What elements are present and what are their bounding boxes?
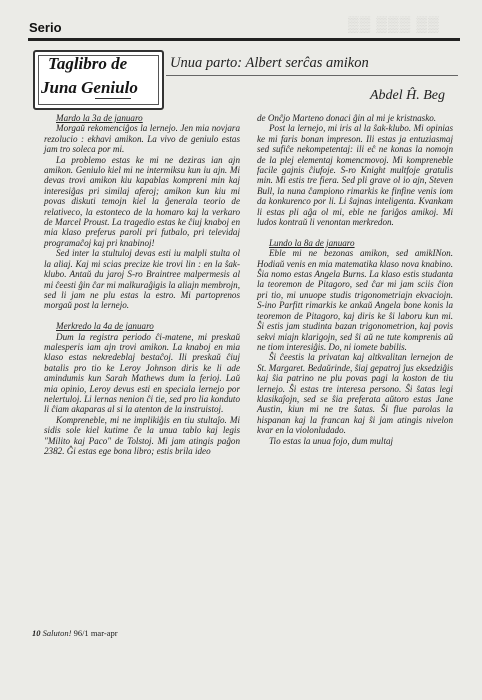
diary-paragraph: Post la lernejo, mi iris al la ŝak-klubo. Mi opinias ke mi faris bonan impreson. Ili estas ja entuziasmaj sed sufiĉe nekompetentaj: ili eĉ ne konas la nomojn de la plej elementaj komencmovoj. Mi kompreneble facile gajnis ĉiufoje. S-ro Knight multfoje gratulis min. Mi estis tre fiera. Sed pli grave ol io ajn, Steven Bull, la nuna ĉampiono rimarkis ke finfine venis iom da konkurenco por li. Li ŝajnas inteligenta. Kvankam li estas pli aĝa ol mi, eble ne fariĝos amikoj. Mi ludos kontraŭ li venontan merkredon. <box>257 123 453 228</box>
diary-paragraph: Sed inter la stultuloj devas esti iu malpli stulta ol la aliaj. Kaj mi scias precize kie trovi lin : en la ŝak-klubo. Antaŭ du jaroj S-ro Braintree malpermesis al mi ĉeesti ĝin ĉar mi malkuraĝigis la aliajn membrojn, sed li jam ne plu estas la estro. Mi partoprenos morgaŭ post la lernejo. <box>44 248 240 311</box>
left-text-column <box>44 113 240 456</box>
paragraph-gap <box>44 311 240 321</box>
section-label: Serio <box>29 20 62 35</box>
masthead-line-2: Juna Geniulo <box>41 78 138 97</box>
diary-paragraph: Eble mi ne bezonas amikon, sed amikINon. Hodiaŭ venis en mia matematika klaso nova knabino. Ŝia nomo estas Angela Burns. La klaso estis studanta la teoremon de Pitagoro, sed ĉar mi jam sciis ĉion pri tio, mi unuope studis trigonometriajn ekvaciojn. S-ino Parfitt rimarkis ke ankaŭ Angela bone konis la teoremon de Pitagoro, kaj diris ke ŝi laboru kun mi. Ŝi estis jam studinta bazan trigonometrion, kaj povis sekvi miajn klarigojn, sed ŝi aŭ ne tute komprenis aŭ ne tiom interesiĝis. Do, ni iomete babilis. <box>257 248 453 352</box>
page-number: 10 <box>32 628 41 638</box>
issue-months: mar-apr <box>90 628 118 638</box>
column-masthead <box>33 50 164 110</box>
diary-paragraph: Dum la registra periodo ĉi-matene, mi preskaŭ malesperis iam ajn trovi amikon. La knaboj en mia klaso estas nekredeblaj bestaĉoj. Ili preskaŭ ĉiuj batalis pro tio ke Leroy Johnson diris ke li ade amindumis kun Sarah Mathews dum la ferioj. Laŭ mia opinio, Leroy devus esti en speciala lernejo por nelertuloj. Li lernas nenion ĉi tie, sed pro lia konduto li ĉiam akaparas al si la atenton de la instruistoj. <box>44 331 240 415</box>
diary-paragraph: La problemo estas ke mi ne deziras ian ajn amikon. Geniulo kiel mi ne intermiksu kun iu ajn. Mi devas trovi amikon kiu kapablas kompreni min kaj interesiĝas pri similaj aferoj; amikon kun kiu mi povas diskuti temojn kiel la ĝenerala teorio de relativeco, la estonteco de la homaro kaj la verkaro de Marcel Proust. La tragedio estas ke ĉiuj knaboj en mia klaso preferus paroli pri futbalo, pri televidaj programaĉoj kaj pri knabinoj! <box>44 154 240 248</box>
diary-date-heading: Lundo la 8a de januaro <box>269 237 355 248</box>
diary-paragraph: de Onĉjo Marteno donaci ĝin al mi je kristnasko. <box>257 113 437 123</box>
page-footer <box>32 628 118 638</box>
masthead-underline <box>95 98 131 99</box>
diary-date-heading: Merkredo la 4a de januaro <box>56 321 154 332</box>
diary-paragraph: Morgaŭ rekomenciĝos la lernejo. Jen mia novjara rezolucio : ekhavi amikon. La vivo de geniulo estas jam tro soleca por mi. <box>44 123 240 155</box>
diary-paragraph: Tio estas la unua fojo, dum multaj <box>269 435 394 446</box>
paragraph-gap <box>257 227 453 237</box>
masthead-line-1: Taglibro de <box>48 54 128 73</box>
article-author: Abdel Ĥ. Beg <box>369 88 445 103</box>
magazine-name: Saluton! <box>42 628 72 638</box>
diary-paragraph: Ŝi ĉeestis la privatan kaj altkvalitan lernejon de St. Margaret. Bedaŭrinde, ŝiaj gepatroj ĵus eksedziĝis kaj ŝia patrino ne plu povas pagi la koston de tiu lernejo. Ŝi estas tre interesa persono. Ŝi ŝatas legi klasikaĵojn, sed se ŝia preferata aŭtoro estas Jane Austin, kiun mi ne tre ŝatas. Ŝi flue parolas la hispanan kaj la francan kaj ŝi jam atingis nivelon kvar en la violonludado. <box>257 352 453 436</box>
diary-date-heading: Mardo la 3a de januaro <box>56 113 143 123</box>
article-title: Unua parto: Albert serĉas amikon <box>170 55 369 71</box>
title-rule <box>166 75 458 76</box>
show-through-marks: ▒▒ ▒▒▒ ▒▒ <box>348 16 440 33</box>
right-text-column <box>257 113 453 446</box>
diary-paragraph: Kompreneble, mi ne implikiĝis en tiu stultaĵo. Mi sidis sole kiel kutime ĉe la unua tablo kaj legis "Milito kaj Paco" de Tolstoj. Mi jam atingis paĝon 2382. Ĝi estas ege bona libro; estis brila ideo <box>44 414 240 456</box>
issue-number: 96/1 <box>73 628 89 638</box>
top-rule <box>28 38 460 41</box>
